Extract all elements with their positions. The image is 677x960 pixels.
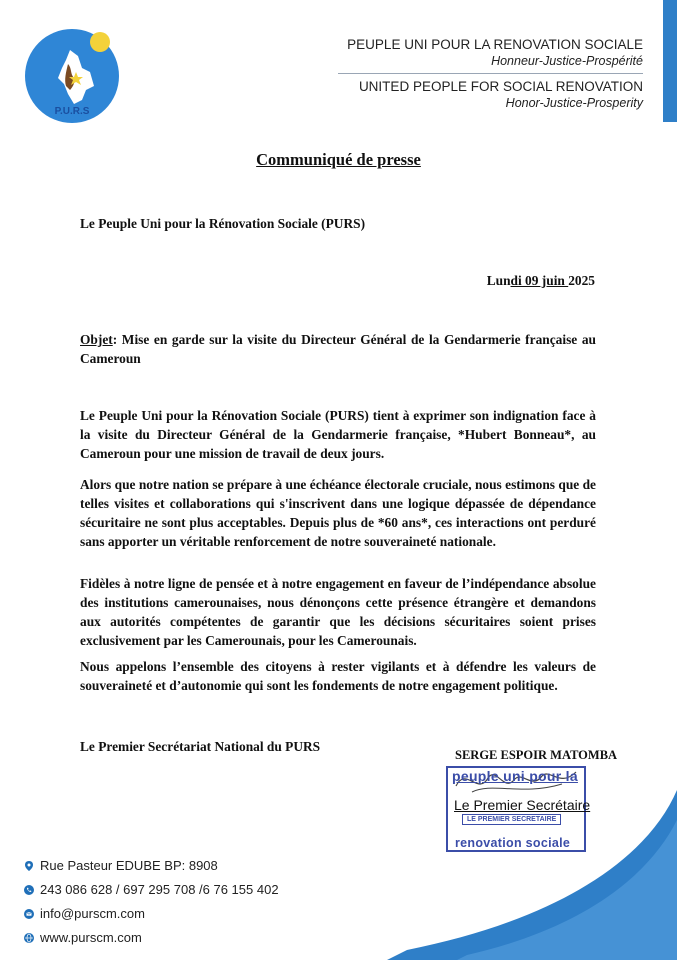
footer-wave-decoration [347, 790, 677, 960]
object-label: Objet [80, 332, 113, 347]
org-name-fr: PEUPLE UNI POUR LA RENOVATION SOCIALE [347, 37, 643, 52]
sender-line: Le Peuple Uni pour la Rénovation Sociale (PURS) [80, 216, 366, 231]
paragraph: Alors que notre nation se prépare à une échéance électorale cruciale, nous estimons que de telles visites et collaborations qui s'inscrivent dans une logique dépassée de dépendance sécuritaire ne sont plus acceptables. Depuis plus de *60 ans*, ces interactions ont perduré sans apporter un véritable renforcement de notre souveraineté nationale. [80, 477, 596, 549]
org-motto-en: Honor-Justice-Prosperity [505, 96, 643, 110]
stamp-bottom-text: renovation sociale [455, 836, 571, 850]
stamp-title-text: Le Premier Secrétaire [454, 797, 591, 813]
signatory-name: SERGE ESPOIR MATOMBA [455, 748, 618, 762]
stamp-small-text: LE PREMIER SECRETAIRE [462, 814, 561, 825]
paragraph: Nous appelons l’ensemble des citoyens à rester vigilants et à défendre les valeurs de souveraineté et d’autonomie qui sont les fondements de notre engagement politique. [80, 659, 596, 693]
header-divider [338, 73, 643, 74]
paragraph: Fidèles à notre ligne de pensée et à notre engagement en faveur de l’indépendance absolue des institutions camerounaises, nous dénonçons cette présence étrangère et demandons aux autorités compétentes de garantir que les décisions sécuritaires soient prises exclusivement par les Camerounais, pour les Camerounais. [80, 576, 596, 648]
header-accent-bar [663, 0, 677, 122]
object-text: : Mise en garde sur la visite du Directeur Général de la Gendarmerie française au Cameroun [80, 332, 596, 366]
object-line [80, 330, 596, 368]
paragraph: Le Peuple Uni pour la Rénovation Sociale (PURS) tient à exprimer son indignation face à la visite du Directeur Général de la Gendarmerie française, *Hubert Bonneau*, au Cameroun pour une mission de travail de deux jours. [80, 408, 596, 461]
location-pin-icon [24, 861, 34, 871]
org-motto-fr: Honneur-Justice-Prospérité [491, 54, 643, 68]
document-date: Lundi 09 juin 2025 [486, 273, 595, 288]
contact-email[interactable]: info@purscm.com [24, 906, 145, 921]
org-name-en: UNITED PEOPLE FOR SOCIAL RENOVATION [358, 79, 643, 94]
contact-address: Rue Pasteur EDUBE BP: 8908 [24, 858, 218, 873]
logo-caption: P.U.R.S [54, 106, 90, 117]
stamp-top-text: peuple uni pour la [452, 768, 578, 784]
contact-phone: 243 086 628 / 697 295 708 /6 76 155 402 [24, 882, 279, 897]
document-title: Communiqué de presse [256, 150, 421, 169]
closing-line: Le Premier Secrétariat National du PURS [80, 739, 321, 754]
email-icon [24, 909, 34, 919]
phone-icon [24, 885, 34, 895]
contact-website[interactable]: www.purscm.com [24, 930, 142, 945]
globe-icon [24, 933, 34, 943]
